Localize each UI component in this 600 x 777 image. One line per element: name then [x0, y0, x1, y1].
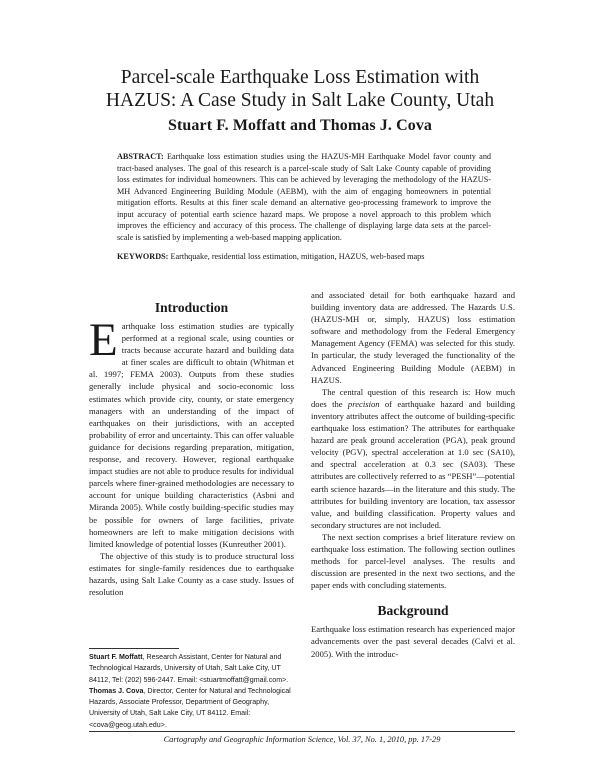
intro-paragraph-3: and associated detail for both earthquake hazard and building inventory data are addressed. The Hazards U.S. (HAZUS-MH or, simply, HAZUS) loss estimation software and methodology from the Federal Emergency Management Agency (FEMA) was selected for this study. In particular, the study leveraged the functionality of the Advanced Engineering Building Module (AEBM) in HAZUS.: [311, 290, 515, 385]
background-paragraph-1: Earthquake loss estimation research has experienced major advancements over the past several decades (Calvi et al. 2005). With the introduc-: [311, 624, 515, 659]
background-heading: Background: [377, 603, 449, 619]
paper-title: [60, 66, 540, 112]
drop-cap: E: [89, 314, 118, 366]
footnote-author-1: Stuart F. Moffatt: [89, 653, 143, 661]
right-column: [311, 289, 515, 660]
left-column: [89, 300, 294, 598]
abstract-label: ABSTRACT:: [117, 152, 164, 161]
title-line-2: HAZUS: A Case Study in Salt Lake County, Utah: [105, 90, 495, 111]
footnote-author-2-details: , Director, Center for Natural and Technological Hazards, Associate Professor, Department of Geography, University of Utah, Salt Lake City, UT 84112. Email: <cova@geog.utah.edu>.: [89, 686, 291, 729]
keywords-label: KEYWORDS:: [117, 252, 169, 261]
intro-paragraph-1-text: arthquake loss estimation studies are typically performed at a regional scale, using counties or tracts because accurate hazard and building data at finer scales are difficult to obtain (Whitman et al. 1997; FEMA 2003). Outputs from these studies generally include physical and socio-economic loss estimates which provide city, county, or state emergency managers with an understanding of the impact of earthquakes on their jurisdictions, with an accepted probability of error and uncertainty. This can offer valuable guidance for decisions regarding preparation, mitigation, response, and recovery. However, regional earthquake impact studies are not able to produce results for individual parcels where finer-grained methodologies are necessary to account for unique building characteristics (Asbni and Miranda 2005). While costly building-specific studies may be possible for owners of large facilities, private homeowners are left to make mitigation decisions with limited knowledge of potential losses (Kunreuther 2001).: [89, 321, 294, 549]
intro-paragraph-1: [89, 314, 294, 550]
keywords-text: Earthquake, residential loss estimation, mitigation, HAZUS, web-based maps: [170, 252, 425, 261]
footnote-author-2: Thomas J. Cova: [89, 686, 144, 695]
author-names: Stuart F. Moffatt and Thomas J. Cova: [167, 117, 433, 134]
abstract: [117, 151, 491, 243]
intro-paragraph-4-a: The central question of this research is: How much does the: [311, 386, 515, 409]
introduction-heading: Introduction: [154, 300, 229, 315]
author-footnote: [89, 652, 295, 731]
intro-paragraph-2: The objective of this study is to produce structural loss estimates for single-family residences due to earthquake hazards, using Salt Lake County as a case study. Issues of resolution: [89, 550, 294, 598]
footnote-divider: [89, 648, 179, 649]
intro-paragraph-4-b: of earthquake hazard and building inventory attributes affect the outcome of building-specific earthquake loss estimation? The attributes for earthquake hazard are peak ground acceleration (PGA), peak ground velocity (PGV), spectral acceleration at 1.0 sec (SA10), and spectral acceleration at 0.3 sec (SA03). These attributes are collectively referred to as “PESH”—potential earth science hazards—in the literature and this study. The attributes for building inventory are location, tax assessor value, and building classification. Property values and secondary structures are not included.: [311, 398, 515, 530]
title-line-1: Parcel-scale Earthquake Loss Estimation with: [120, 67, 480, 88]
intro-paragraph-4: [311, 386, 515, 531]
keywords: [117, 251, 491, 262]
footer-divider: [89, 731, 515, 732]
footnote-author-1-details: , Research Assistant, Center for Natural and Technological Hazards, University of Utah, Salt Lake City, UT 84112, Tel: (202) 596-2447. Email: <stuartmoffatt@gmail.com>.: [89, 653, 289, 684]
abstract-text: Earthquake loss estimation studies using the HAZUS-MH Earthquake Model favor county and tract-based analyses. The goal of this research is a parcel-scale study of Salt Lake County capable of providing loss estimates for individual homeowners. This can be achieved by leveraging the methodology of the HAZUS-MH Advanced Engineering Building Module (AEBM), with the aim of engaging homeowners in potential mitigation efforts. Results at this finer scale demand an alternative geo-processing framework to improve the input accuracy of potential earth science hazard maps. We propose a novel approach to this problem which improves the efficiency and accuracy of this process. The challenge of displaying large data sets at the parcel-scale is satisfied by implementing a web-based mapping application.: [117, 152, 492, 242]
journal-citation-footer: Cartography and Geographic Information Science, Vol. 37, No. 1, 2010, pp. 17-29: [163, 735, 441, 744]
intro-paragraph-5: The next section comprises a brief literature review on earthquake loss estimation. The following section outlines methods for parcel-level analyses. The results and discussion are presented in the next two sections, and the paper ends with concluding statements.: [311, 531, 515, 591]
intro-paragraph-4-emphasis: precision: [347, 398, 380, 409]
